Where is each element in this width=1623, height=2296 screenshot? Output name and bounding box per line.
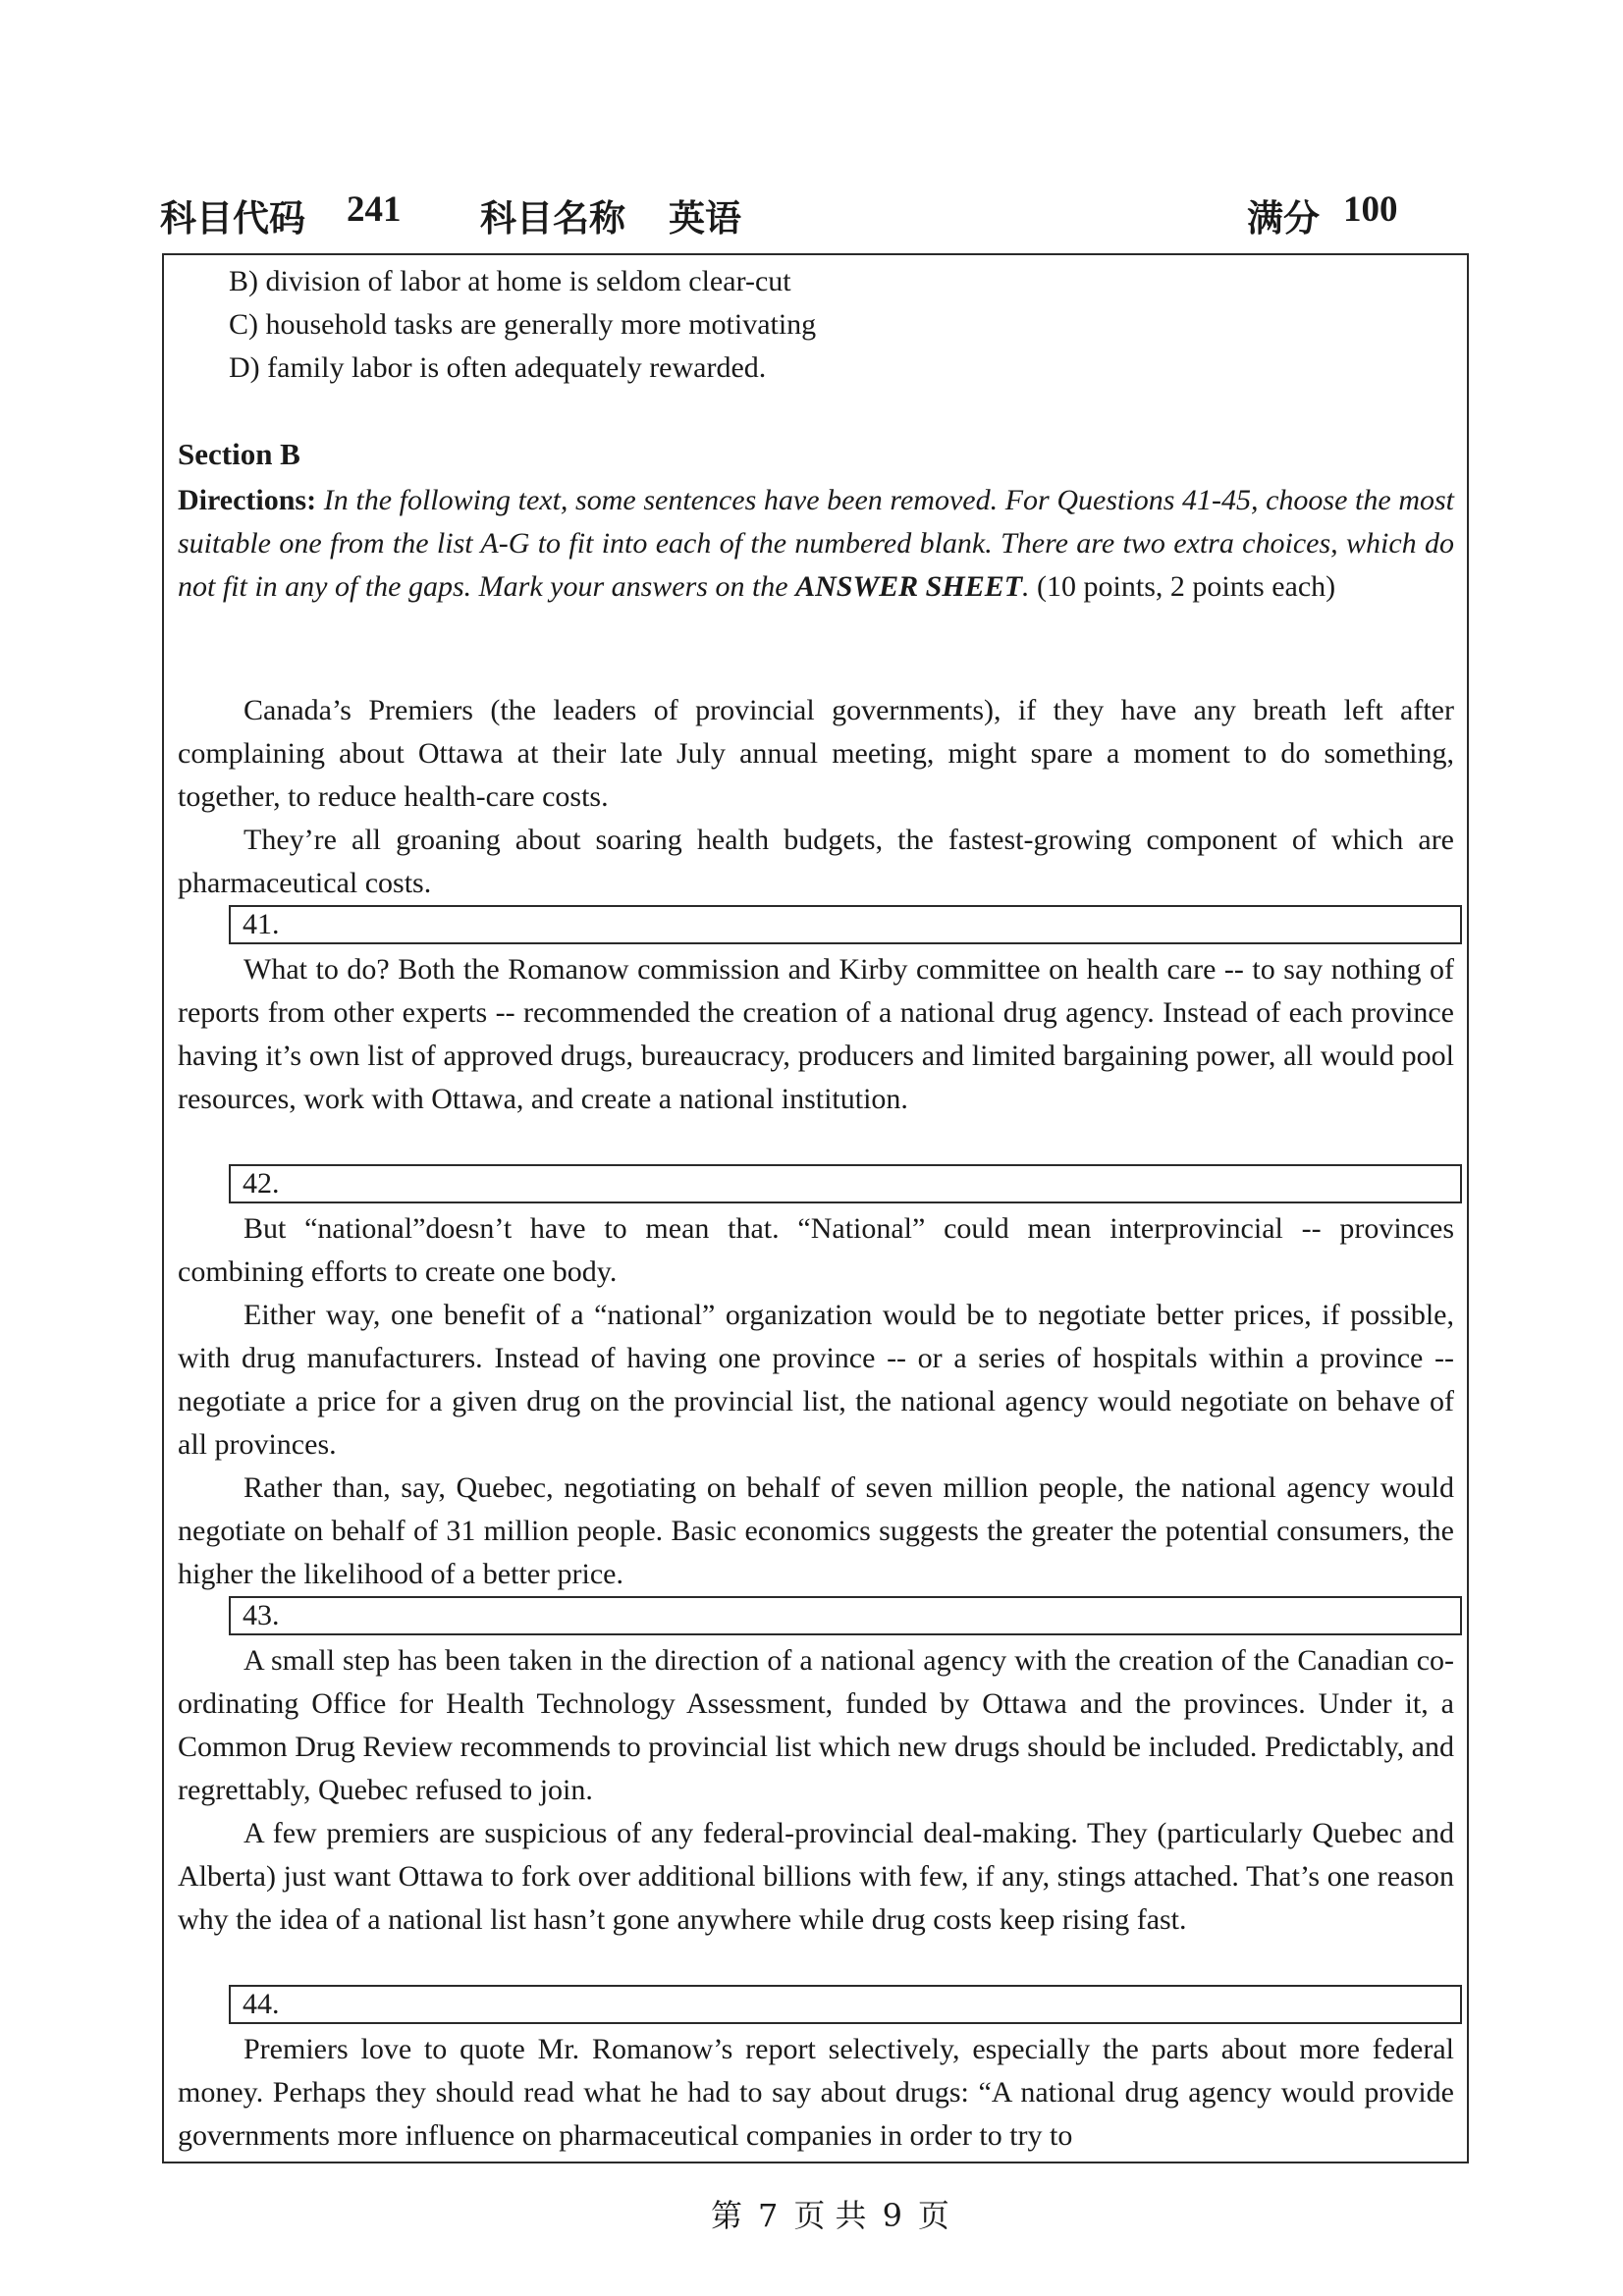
paragraph-9: Premiers love to quote Mr. Romanow’s report selectively, especially the parts about more federal money. Perhaps they should read what he had to say about drugs: “A national drug agency would provide governments more influence on pharmaceutical companies in order to try to [178, 2033, 1454, 2152]
points-note: (10 points, 2 points each) [1037, 570, 1336, 603]
paragraph-5: Either way, one benefit of a “national” organization would be to negotiate better prices, if possible, with drug manufacturers. Instead of having one province -- or a series of hospitals within a province -- negotiate a price for a given drug on the provincial list, the national agency would negotiate on behave of all provinces. [178, 1299, 1454, 1461]
exam-header [160, 188, 1446, 247]
subject-code: 241 [347, 189, 402, 230]
subject-code-label: 科目代码 [160, 199, 305, 240]
subject-name: 英语 [669, 199, 741, 240]
question-frame [162, 253, 1469, 2163]
blank-41: 41. [229, 905, 1462, 944]
paragraph-4: But “national”doesn’t have to mean that. “National” could mean interprovincial -- provinces combining efforts to create one body. [178, 1212, 1454, 1288]
paragraph-1: Canada’s Premiers (the leaders of provincial governments), if they have any breath left after complaining about Ottawa at their late July annual meeting, might spare a moment to do something, together, to reduce health-care costs. [178, 694, 1454, 813]
section-title: Section B [178, 437, 300, 471]
blank-42: 42. [229, 1164, 1462, 1203]
paragraph-7: A small step has been taken in the direction of a national agency with the creation of the Canadian co-ordinating Office for Health Technology Assessment, funded by Ottawa and the provinces. Under it, a Common Drug Review recommends to provincial list which new drugs should be included. Predictably, and regrettably, Quebec refused to join. [178, 1644, 1454, 1806]
paragraph-3: What to do? Both the Romanow commission and Kirby committee on health care -- to say nothing of reports from other experts -- recommended the creation of a national drug agency. Instead of each province having it’s own list of approved drugs, bureaucracy, producers and limited bargaining power, all would pool resources, work with Ottawa, and create a national institution. [178, 953, 1454, 1115]
page-footer [703, 2191, 957, 2236]
full-score-label: 满分 [1247, 199, 1320, 240]
paragraph-2: They’re all groaning about soaring health budgets, the fastest-growing component of which are pharmaceutical costs. [178, 824, 1454, 899]
full-score: 100 [1343, 189, 1398, 230]
option-b: B) division of labor at home is seldom clear-cut [229, 265, 791, 297]
directions-text: In the following text, some sentences have been removed. For Questions 41-45, choose the most suitable one from the list A-G to fit into each of the numbered blank. There are two extra choices, which do not fit in any of the gaps. Mark your answers on the [178, 484, 1455, 603]
total-pages: 9 [882, 2197, 902, 2234]
directions: Directions: In the following text, some sentences have been removed. For Questions 41-45, choose the most suitable one from the list A-G to fit into each of the numbered blank. There are two extra choices, which do not fit in any of the gaps. Mark your answers on the ANSWER SHEET. (10 points, 2 points each) [178, 484, 1455, 603]
page-number: 7 [758, 2197, 779, 2234]
footer-middle: 页 共 [793, 2197, 867, 2234]
option-c: C) household tasks are generally more motivating [229, 308, 817, 341]
footer-suffix: 页 [917, 2197, 949, 2234]
option-d: D) family labor is often adequately rewarded. [229, 351, 767, 384]
subject-name-label: 科目名称 [480, 199, 625, 240]
footer-prefix: 第 [711, 2197, 743, 2234]
directions-label: Directions: [178, 484, 317, 516]
paragraph-6: Rather than, say, Quebec, negotiating on behalf of seven million people, the national agency would negotiate on behalf of 31 million people. Basic economics suggests the greater the potential consumers, the higher the likelihood of a better price. [178, 1471, 1454, 1590]
blank-43: 43. [229, 1596, 1462, 1635]
answer-sheet-label: ANSWER SHEET [795, 570, 1023, 603]
paragraph-8: A few premiers are suspicious of any federal-provincial deal-making. They (particularly Quebec and Alberta) just want Ottawa to fork over additional billions with few, if any, stings attached. That’s one reason why the idea of a national list hasn’t gone anywhere while drug costs keep rising fast. [178, 1817, 1454, 1936]
blank-44: 44. [229, 1985, 1462, 2024]
